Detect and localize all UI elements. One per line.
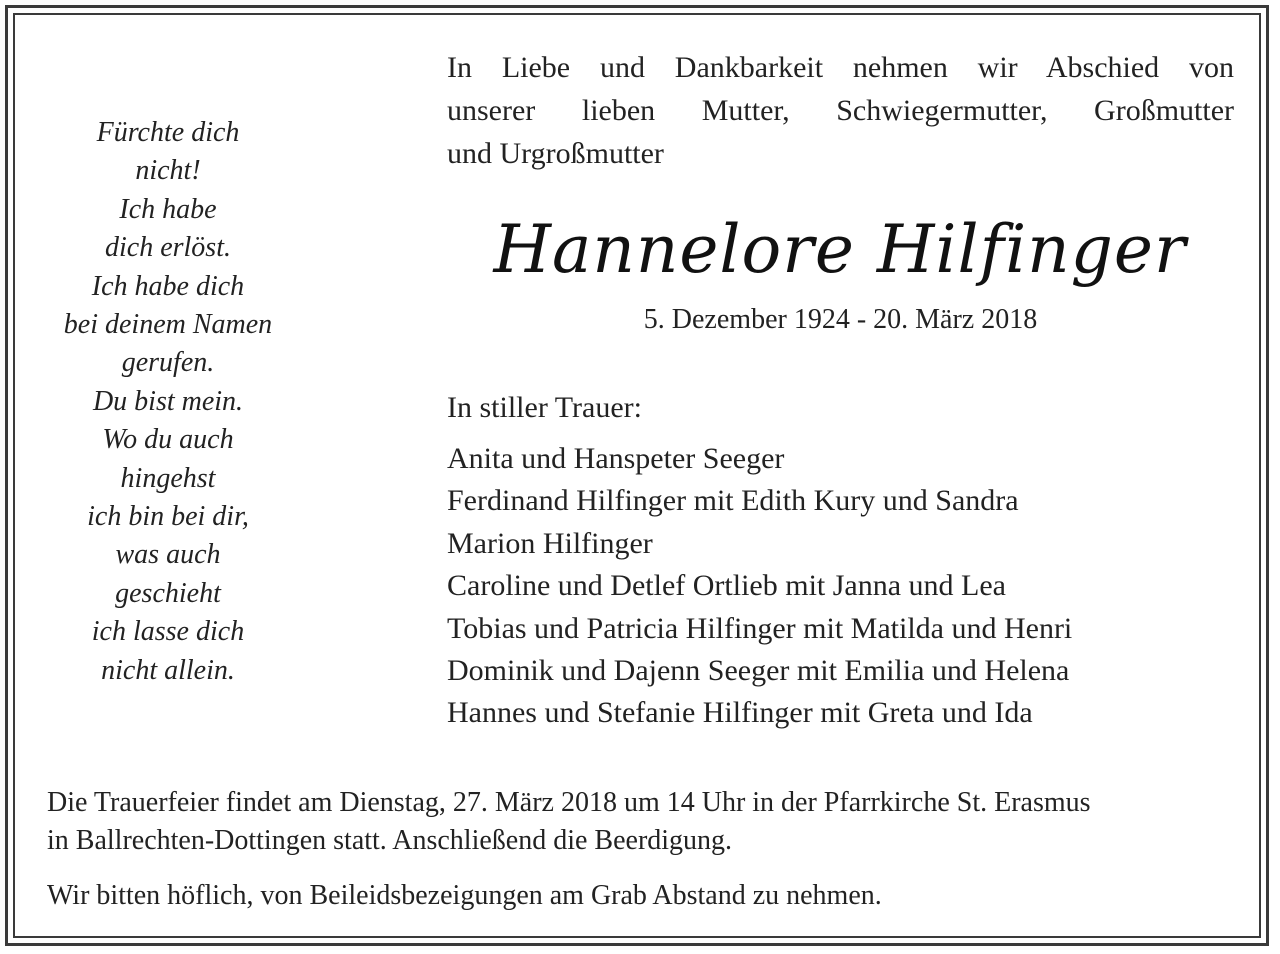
bible-verse bbox=[38, 114, 298, 690]
intro-line: In Liebe und Dankbarkeit nehmen wir Abschied von bbox=[447, 51, 1234, 84]
mourner-entry: Tobias und Patricia Hilfinger mit Matilda und Henri bbox=[447, 611, 1073, 645]
verse-line: Du bist mein. bbox=[92, 385, 244, 417]
verse-line: nicht allein. bbox=[101, 654, 235, 686]
verse-line: ich lasse dich bbox=[91, 616, 245, 648]
mourner-entry: Hannes und Stefanie Hilfinger mit Greta und Ida bbox=[447, 696, 1033, 730]
intro-text bbox=[447, 46, 1234, 175]
verse-line: was auch bbox=[115, 539, 221, 571]
life-dates: 5. Dezember 1924 - 20. März 2018 bbox=[643, 304, 1038, 335]
mourner-entry: Caroline und Detlef Ortlieb mit Janna und Lea bbox=[447, 569, 1006, 603]
intro-line: unserer lieben Mutter, Schwiegermutter, Großmutter bbox=[447, 94, 1234, 127]
mourner-entry: Marion Hilfinger bbox=[447, 526, 653, 560]
deceased-name: Hannelore Hilfinger bbox=[493, 211, 1187, 288]
mourners-list bbox=[447, 438, 1072, 735]
verse-line: dich erlöst. bbox=[105, 232, 231, 264]
verse-line: Ich habe dich bbox=[91, 270, 245, 302]
mourner-entry: Ferdinand Hilfinger mit Edith Kury und Sandra bbox=[447, 484, 1019, 518]
verse-line: hingehst bbox=[120, 462, 216, 494]
verse-line: Wo du auch bbox=[102, 424, 234, 456]
mourner-entry: Anita und Hanspeter Seeger bbox=[447, 442, 785, 475]
verse-line: ich bin bei dir, bbox=[87, 501, 249, 533]
mourner-entry: Dominik und Dajenn Seeger mit Emilia und Helena bbox=[447, 654, 1070, 688]
service-line: in Ballrechten-Dottingen statt. Anschließend die Beerdigung. bbox=[47, 825, 733, 856]
verse-line: nicht! bbox=[135, 155, 201, 187]
service-line: Die Trauerfeier findet am Dienstag, 27. März 2018 um 14 Uhr in der Pfarrkirche St. Erasmus bbox=[47, 787, 1091, 818]
condolence-request: Wir bitten höflich, von Beileidsbezeigungen am Grab Abstand zu nehmen. bbox=[47, 880, 882, 911]
verse-line: gerufen. bbox=[121, 347, 215, 379]
mourners-heading: In stiller Trauer: bbox=[447, 391, 642, 424]
verse-line: Ich habe bbox=[119, 193, 217, 225]
intro-line: und Urgroßmutter bbox=[447, 137, 664, 170]
verse-line: Fürchte dich bbox=[96, 117, 240, 148]
funeral-service-notice bbox=[47, 784, 1237, 860]
verse-line: geschieht bbox=[115, 577, 221, 609]
verse-line: bei deinem Namen bbox=[63, 309, 273, 341]
